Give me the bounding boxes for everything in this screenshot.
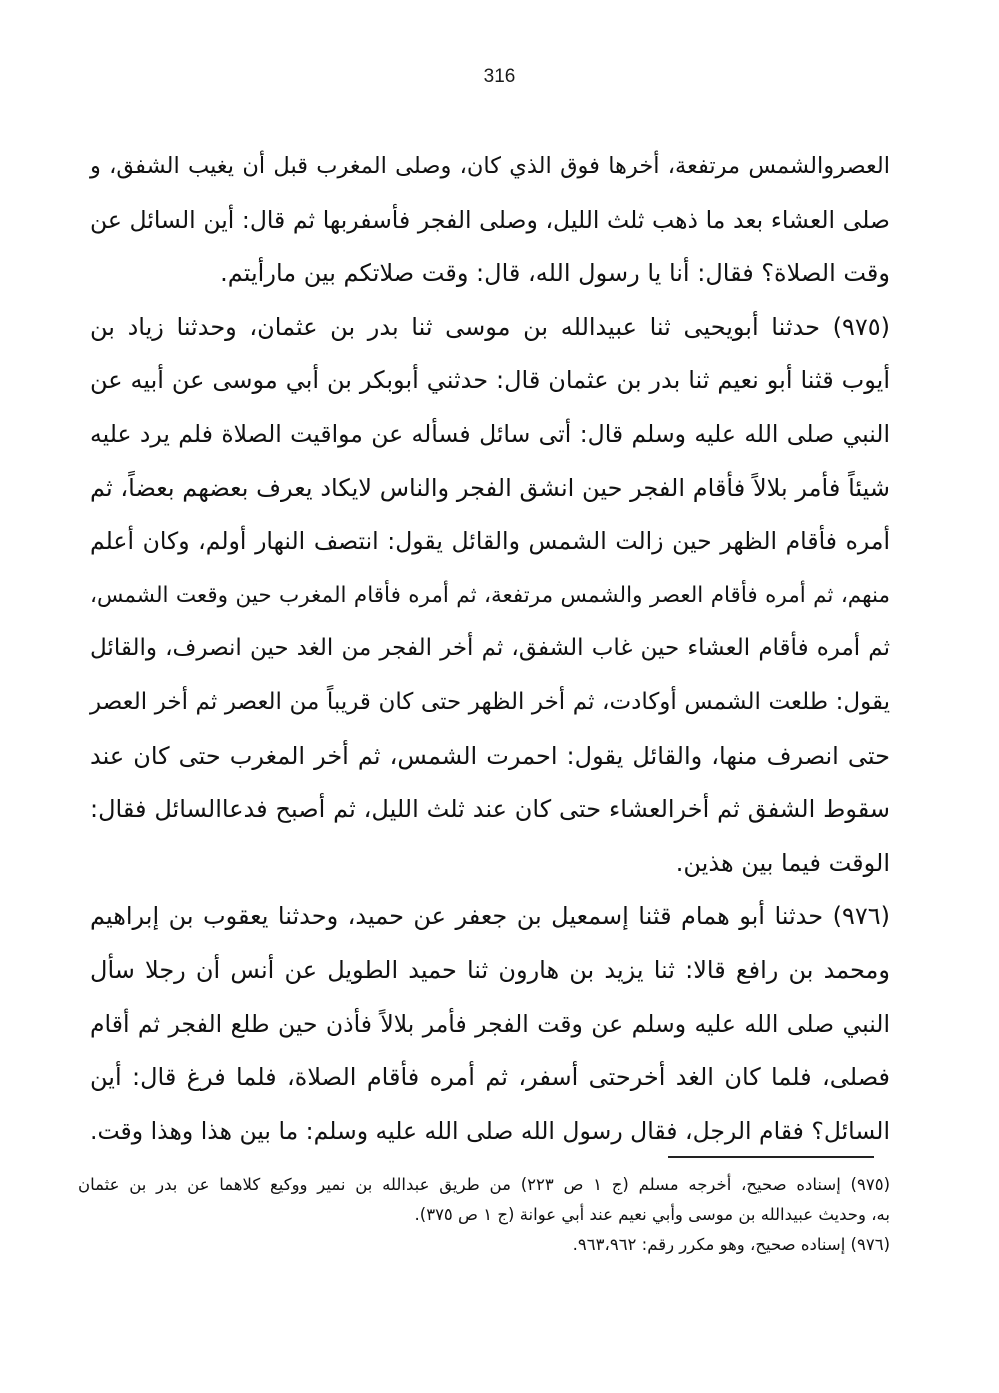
text-line: الوقت فيما بين هذين. xyxy=(675,848,890,877)
text-line: وقت الصلاة؟ فقال: أنا يا رسول الله، قال: وقت صلاتكم بين مارأيتم. xyxy=(220,259,890,288)
hadith-975-start: (٩٧٥) حدثنا أبويحيى ثنا عبيدالله بن موسى ثنا بدر بن عثمان، وحدثنا زياد بن xyxy=(90,312,890,341)
text-line: فصلى، فلما كان الغد أخرحتى أسفر، ثم أمره فأقام الصلاة، فلما فرغ قال: أين xyxy=(90,1063,890,1092)
footnote-975: (٩٧٥) إسناده صحيح، أخرجه مسلم (ج ١ ص ٢٢٣) من طريق عبدالله بن نمير ووكيع كلاهما عن بدر بن عثمان xyxy=(78,1175,890,1194)
hadith-976-start: (٩٧٦) حدثنا أبو همام قثنا إسمعيل بن جعفر عن حميد، وحدثنا يعقوب بن إبراهيم xyxy=(90,902,890,931)
text-line: النبي صلى الله عليه وسلم قال: أتى سائل فسأله عن مواقيت الصلاة فلم يرد عليه xyxy=(90,419,890,448)
text-line: منهم، ثم أمره فأقام العصر والشمس مرتفعة، ثم أمره فأقام المغرب حين وقعت الشمس، xyxy=(90,582,890,608)
text-line: أيوب قثنا أبو نعيم ثنا بدر بن عثمان قال: حدثني أبوبكر بن أبي موسى عن أبيه عن xyxy=(90,366,890,395)
footnote-divider xyxy=(668,1156,874,1158)
text-line: النبي صلى الله عليه وسلم عن وقت الفجر فأمر بلالاً فأذن حين طلع الفجر ثم أقام xyxy=(90,1009,890,1038)
footnote-976: (٩٧٦) إسناده صحيح، وهو مكرر رقم: ٩٦٣،٩٦٢. xyxy=(572,1235,890,1254)
text-line: حتى انصرف منها، والقائل يقول: احمرت الشمس، ثم أخر المغرب حتى كان عند xyxy=(90,741,890,770)
page-number: 316 xyxy=(483,66,516,87)
main-text xyxy=(90,140,890,1158)
text-line: يقول: طلعت الشمس أوكادت، ثم أخر الظهر حتى كان قريباً من العصر ثم أخر العصر xyxy=(90,688,890,715)
text-line: سقوط الشفق ثم أخرالعشاء حتى كان عند ثلث الليل، ثم أصبح فدعاالسائل فقال: xyxy=(90,795,890,824)
text-line: العصروالشمس مرتفعة، أخرها فوق الذي كان، وصلى المغرب قبل أن يغيب الشفق، و xyxy=(90,153,890,179)
text-line: ثم أمره فأقام العشاء حين غاب الشفق، ثم أخر الفجر من الغد حين انصرف، والقائل xyxy=(90,635,890,662)
text-line: ومحمد بن رافع قالا: ثنا يزيد بن هارون ثنا حميد الطويل عن أنس أن رجلا سأل xyxy=(90,955,890,984)
text-line: صلى العشاء بعد ما ذهب ثلث الليل، وصلى الفجر فأسفربها ثم قال: أين السائل عن xyxy=(90,205,890,234)
text-line: السائل؟ فقام الرجل، فقال رسول الله صلى الله عليه وسلم: ما بين هذا وهذا وقت. xyxy=(90,1116,890,1145)
text-line: أمره فأقام الظهر حين زالت الشمس والقائل يقول: انتصف النهار أولم، وكان أعلم xyxy=(90,527,890,556)
footnotes xyxy=(78,1170,890,1260)
footnote-975-continued: به، وحديث عبيدالله بن موسى وأبي نعيم عند أبي عوانة (ج ١ ص ٣٧٥). xyxy=(414,1205,890,1224)
text-line: شيئاً فأمر بلالاً فأقام الفجر حين انشق الفجر والناس لايكاد يعرف بعضهم بعضاً، ثم xyxy=(90,473,890,502)
